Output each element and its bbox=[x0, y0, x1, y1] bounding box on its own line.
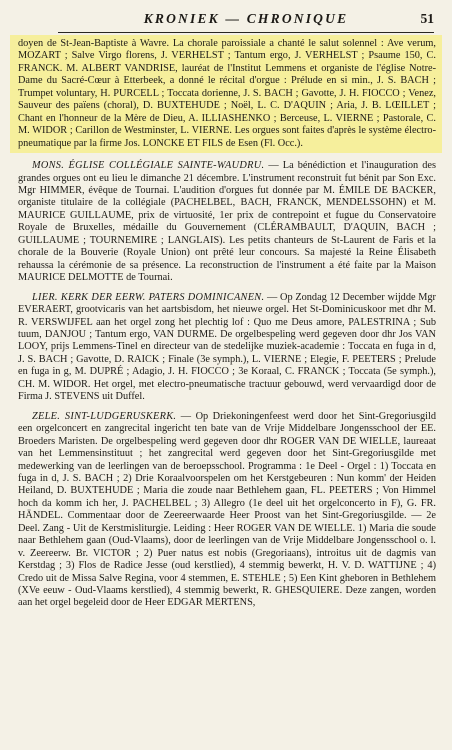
chronicle-entry-zele bbox=[18, 411, 436, 610]
entry-body: — Op Driekoningenfeest werd door het Sint-Gregoriusgild een orgelconcert en zangrecital ingericht ten bate van de Vrije Middelbare Jongensschool der EE. Broeders Maristen. De orgelbespeling werd gegeven door dhr ROGER VAN DE WIELLE, laureaat van het Lemmensinstituut ; het zangrecital werd gegeven door het Sint-Gregoriusgilde met medewerking van de leerlingen van de beroepsschool. Programma : 1e Deel - Orgel : 1) Toccata en fuga in d, J. S. BACH ; 2) Drie Koraalvoorspelen om het Kerstgebeuren : Nun komm' der Heiden Heiland, D. BUXTEHUDE ; Maria die zoude naar Bethlehem gaan, FL. PEETERS ; Von Himmel hoch da komm ich her, J. PACHELBEL ; 3) Allegro (1e deel uit het orgelconcerto in F), G. FR. HÄNDEL. Commentaar door de Zeereerwaarde Heer Proost van het Sint-Gregoriusgilde. — 2e Deel. Zang - Uit de Kerstmisliturgie. Leiding : Heer ROGER VAN DE WIELLE. 1) Maria die soude naar Bethlehem gaan (Oud-Vlaams), door de leerlingen van de Vrije Middelbare Jongensschool o. l. v. Zeereerw. Br. VICTOR ; 2) Puer natus est nobis (Gregoriaans), introitus uit de dagmis van Kerstdag ; 3) Flos de Radice Jesse (oud kerstlied), 4 stemmig bewerkt, H. V. D. WATTIJNE ; 4) Credo uit de Missa Salve Regina, voor 4 stemmen, E. STEHLE ; 5) Een Kint gheboren in Bethlehem (XVe eeuw - Oud-Vlaams kerstlied), 4 stemmig bewerkt, R. GHESQUIERE. Deze zangen, worden aan het orgel begeleid door de Heer EDGAR MERTENS, bbox=[18, 410, 436, 609]
entry-title: LIER. KERK DER EERW. PATERS DOMINICANEN. bbox=[32, 291, 265, 303]
entry-body: — Op Zondag 12 December wijdde Mgr EVERAERT, grootvicaris van het aartsbisdom, het nieuwe orgel. Het St-Dominicuskoor met dhr M. R. VERSWIJFEL aan het orgel zong het plechtig lof : Quo me Deus amore, PALESTRINA ; Sub tuum, DANJOU ; Tantum ergo, VAN DURME. De orgelbespeling werd gegeven door dhr Jos VAN LOOY, prijs Lemmens-Tinel en directeur van de stedelijke muziek-academie : Toccata en fuga in d, J. S. BACH ; Gavotte, D. RAICK ; Finale (3e symph.), L. VIERNE ; Elegie, F. PEETERS ; Prelude en fuga in g, M. DUPRÉ ; Adagio, J. H. FIOCCO ; 3e Koraal, C. FRANCK ; Toccata (5e symph.), CH. M. WIDOR. Het orgel, met electro-pneumatische tractuur gebouwd, werd vervaardigd door de Firma J. STEVENS uit Duffel. bbox=[18, 291, 436, 403]
entry-paragraph bbox=[18, 160, 436, 285]
running-title: KRONIEK — CHRONIQUE bbox=[143, 11, 349, 26]
entry-paragraph bbox=[18, 411, 436, 610]
entry-title: MONS. ÉGLISE COLLÉGIALE SAINTE-WAUDRU. bbox=[32, 160, 265, 172]
entry-body: — La bénédiction et l'inauguration des grandes orgues ont eu lieu le dimanche 21 décembre. L'instrument reconstruit fut bénit par Son Exc. Mgr HIMMER, évêque de Tournai. L'audition d'orgues fut donnée par M. ÉMILE DE BACKER, organiste titulaire de la collégiale (PACHELBEL, BACH, FRANCK, MENDELSSOHN) et M. MAURICE GUILLAUME, prix de virtuosité, 1er prix de contrepoint et fugue du Conservatoire Royale de Bruxelles, médaille du Gouvernement (CLÉRAMBAULT, D'AQUIN, BACH ; GUILLAUME ; TOURNEMIRE ; LANGLAIS). Les petits chanteurs de St-Laurent de Faris et la chorale de la Bouverie (Royale Union) ont prêté leur concours. Sa majesté la Reine Élisabeth rehaussa la cérémonie de sa présence. La reconstruction de l'instrument a été faite par la Maison MAURICE DELMOTTE de Tournai. bbox=[18, 160, 436, 284]
entry-title: ZELE. SINT-LUDGERUSKERK. bbox=[32, 410, 177, 422]
highlighted-paragraph: doyen de St-Jean-Baptiste à Wavre. La chorale paroissiale a chanté le salut solennel : Ave verum, MOZART ; Salve Virgo florens, J. VERHELST ; Tantum ergo, J. VERHELST ; Psaume 150, C. FRANCK. M. ALBERT VANDRISE, lauréat de l'Institut Lemmens et organiste de l'église Notre-Dame du Sacré-Cœur à Etterbeek, a donné le récital d'orgue : Prélude en si min., J. S. BACH ; Trumpet voluntary, H. PURCELL ; Toccata dorienne, J. S. BACH ; Gavotte, J. H. FIOCCO ; Venez, Sauveur des païens (choral), D. BUXTEHUDE ; Noël, L. C. D'AQUIN ; Aria, J. B. LŒILLET ; Chant en l'honneur de la Mère de Dieu, A. ILLIASHENKO ; Berceuse, L. VIERNE ; Pastorale, C. M. WIDOR ; Carillon de Westminster, L. VIERNE. Les orgues sont faites d'après le système électro-pneumatique par la firme Jos. LONCKE ET FILS de Esen (Fl. Occ.). bbox=[18, 38, 436, 149]
entry-paragraph bbox=[18, 292, 436, 404]
highlighted-passage bbox=[10, 35, 442, 153]
chronicle-entry-mons bbox=[18, 160, 436, 285]
page-number: 51 bbox=[420, 11, 434, 26]
chronicle-entry-lier bbox=[18, 292, 436, 404]
running-header bbox=[58, 10, 434, 33]
